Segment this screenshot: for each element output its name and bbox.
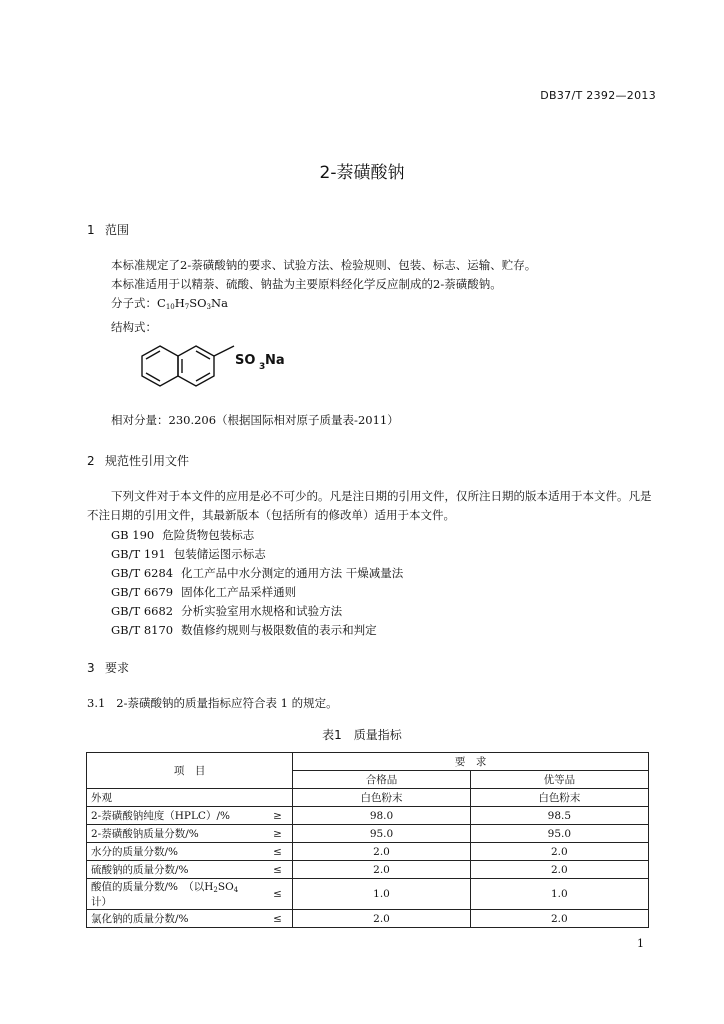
table-row (87, 825, 649, 843)
row-value-superior: 2.0 (470, 861, 648, 879)
formula-so: SO (189, 296, 207, 310)
row-value-qualified: 2.0 (293, 910, 470, 928)
structure-na-text: Na (265, 353, 285, 368)
reference-item (111, 565, 403, 581)
structure-subscript-3: 3 (259, 362, 266, 372)
row-operator: ≤ (263, 861, 293, 879)
table-row (87, 861, 649, 879)
row-value-superior: 2.0 (470, 843, 648, 861)
scope-paragraph-2: 本标准适用于以精萘、硫酸、钠盐为主要原料经化学反应制成的2-萘磺酸钠。 (111, 277, 502, 291)
row-value-qualified: 98.0 (293, 807, 470, 825)
row-name: 外观 (87, 789, 293, 807)
section-1-heading (87, 221, 129, 238)
section-number: 2 (87, 454, 95, 468)
quality-index-table (86, 752, 649, 928)
reference-item (111, 622, 377, 638)
row-operator: ≥ (263, 807, 293, 825)
formula-h: H (174, 296, 185, 310)
reference-item (111, 603, 342, 619)
normative-references-paragraph: 下列文件对于本文件的应用是必不可少的。凡是注日期的引用文件，仅所注日期的版本适用于本文件。凡是不注日期的引用文件，其最新版本（包括所有的修改单）适用于本文件。 (87, 489, 652, 522)
reference-code: GB/T 191 (111, 547, 166, 561)
header-requirement: 要 求 (293, 753, 649, 771)
structure-formula-diagram (130, 338, 300, 400)
section-title: 要求 (105, 661, 130, 675)
table-header-row (87, 753, 649, 771)
reference-code: GB/T 6284 (111, 566, 174, 580)
formula-label: 分子式： (111, 296, 157, 310)
reference-code: GB/T 8170 (111, 623, 174, 637)
table-row (87, 843, 649, 861)
section-title: 规范性引用文件 (105, 454, 190, 468)
row-value-qualified: 2.0 (293, 861, 470, 879)
row-value-superior: 95.0 (470, 825, 648, 843)
section-number: 3 (87, 661, 95, 675)
formula-sub-10: 10 (165, 303, 175, 311)
table-row (87, 807, 649, 825)
clause-3-1 (87, 694, 338, 713)
row-name: 水分的质量分数/% (87, 843, 263, 861)
structure-so-text: SO (235, 353, 256, 368)
row-value-qualified: 95.0 (293, 825, 470, 843)
reference-title: 包装储运图示标志 (173, 547, 266, 561)
table-row (87, 910, 649, 928)
row-name-part: 计） (91, 896, 112, 908)
row-operator: ≥ (263, 825, 293, 843)
reference-code: GB/T 6682 (111, 604, 174, 618)
row-operator: ≤ (263, 910, 293, 928)
section-2-heading (87, 452, 189, 469)
reference-title: 分析实验室用水规格和试验方法 (181, 604, 343, 618)
structure-label: 结构式： (111, 320, 157, 334)
clause-number: 3.1 (87, 696, 106, 710)
clause-text: 2-萘磺酸钠的质量指标应符合表 1 的规定。 (116, 696, 338, 710)
row-value-qualified: 1.0 (293, 879, 470, 910)
relative-molecular-mass: 相对分量：230.206（根据国际相对原子质量表-2011） (111, 413, 399, 427)
row-name (87, 879, 263, 910)
row-name: 硫酸钠的质量分数/% (87, 861, 263, 879)
row-name: 2-萘磺酸钠纯度（HPLC）/% (87, 807, 263, 825)
document-number: DB37/T 2392—2013 (540, 89, 656, 102)
row-value-superior: 1.0 (470, 879, 648, 910)
table-row (87, 789, 649, 807)
section-title: 范围 (105, 223, 130, 237)
header-item: 项 目 (87, 753, 293, 789)
row-operator: ≤ (263, 879, 293, 910)
row-value-superior: 白色粉末 (470, 789, 648, 807)
reference-title: 化工产品中水分测定的通用方法 干燥减量法 (181, 566, 404, 580)
formula-sub-3: 3 (206, 303, 212, 311)
molecular-formula (111, 294, 228, 317)
reference-code: GB 190 (111, 528, 155, 542)
row-name-subscript: 4 (233, 886, 239, 894)
row-value-superior: 2.0 (470, 910, 648, 928)
row-name-subscript: 2 (213, 886, 218, 894)
row-name: 2-萘磺酸钠质量分数/% (87, 825, 263, 843)
reference-item (111, 527, 254, 543)
table-caption: 表1 质量指标 (322, 728, 402, 742)
reference-title: 危险货物包装标志 (162, 528, 255, 542)
reference-title: 数值修约规则与极限数值的表示和判定 (181, 623, 377, 637)
formula-c: C (157, 296, 166, 310)
row-name: 氯化钠的质量分数/% (87, 910, 263, 928)
reference-item (111, 584, 296, 600)
row-operator: ≤ (263, 843, 293, 861)
row-name-part: SO (217, 881, 234, 893)
row-name-part: 酸值的质量分数/% （以H (91, 881, 214, 893)
row-value-qualified: 2.0 (293, 843, 470, 861)
reference-title: 固体化工产品采样通则 (181, 585, 297, 599)
section-3-heading (87, 659, 129, 676)
scope-paragraph-1: 本标准规定了2-萘磺酸钠的要求、试验方法、检验规则、包装、标志、运输、贮存。 (111, 258, 537, 272)
header-grade-superior: 优等品 (470, 771, 648, 789)
row-value-superior: 98.5 (470, 807, 648, 825)
row-value-qualified: 白色粉末 (293, 789, 470, 807)
header-grade-qualified: 合格品 (293, 771, 470, 789)
reference-code: GB/T 6679 (111, 585, 174, 599)
formula-na: Na (211, 296, 228, 310)
section-number: 1 (87, 223, 95, 237)
table-row (87, 879, 649, 910)
formula-sub-7: 7 (184, 303, 190, 311)
reference-item (111, 546, 266, 562)
page-number: 1 (637, 937, 644, 950)
document-title: 2-萘磺酸钠 (319, 163, 405, 183)
